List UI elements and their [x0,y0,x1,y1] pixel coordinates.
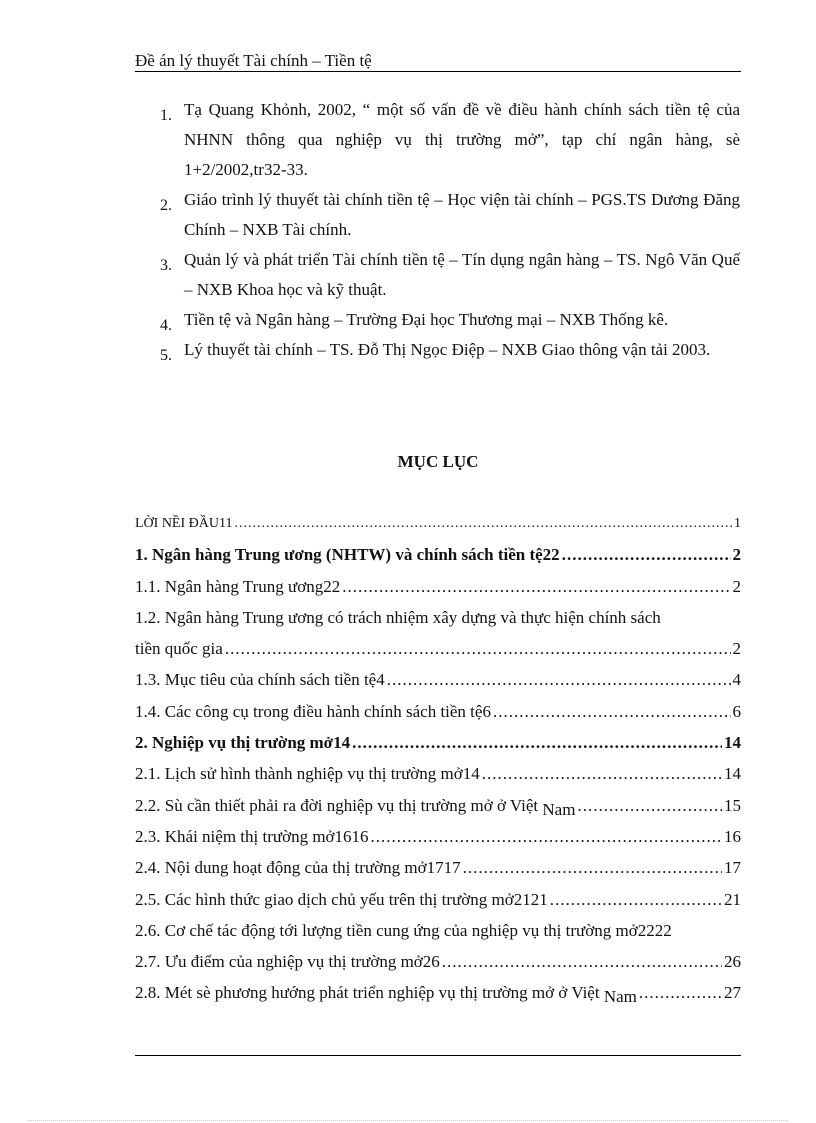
toc-entry[interactable]: 1.4. Các công cụ trong điều hành chính sách tiền tệ6 ..... 6 [135,696,741,727]
reference-item: 3. Quản lý và phát triển Tài chính tiền tệ – Tín dụng ngân hàng – TS. Ngô Văn Quế – NXB Khoa học và kỹ thuật. [160,250,740,299]
reference-list [160,95,740,365]
toc-entry[interactable]: 2.1. Lịch sử hình thành nghiệp vụ thị trường mở14 ..... 14 [135,758,741,789]
toc-title: MỤC LỤC [397,452,479,471]
toc-entry[interactable]: 1. Ngân hàng Trung ương (NHTW) và chính sách tiền tệ22 ..... 2 [135,539,741,570]
toc-entry[interactable]: 1.2. Ngân hàng Trung ương có trách nhiệm xây dựng và thực hiện chính sách tiền quốc gia ..... 2 [135,602,741,665]
running-header: Đề án lý thuyết Tài chính – Tiền tệ [135,51,372,70]
footer-rule [135,1055,741,1056]
toc-entry[interactable]: 2.3. Khái niệm thị trường mở1616 ..... 16 [135,821,741,852]
reference-item: 4. Tiền tệ và Ngân hàng – Trường Đại học Thương mại – NXB Thống kê. [160,310,669,334]
reference-item: 2. Giáo trình lý thuyết tài chính tiền tệ – Học viện tài chính – PGS.TS Dương Đăng Chính – NXB Tài chính. [160,190,740,239]
reference-item: 1. Tạ Quang Khỏnh, 2002, “ một số vấn đề về điều hành chính sách tiền tệ của NHNN thông qua nghiệp vụ thị trường mở”, tạp chí ngân hàng, sè 1+2/2002,tr32-33. [160,100,740,179]
page-edge [28,1120,788,1121]
header-rule [135,71,741,72]
toc-entry[interactable]: 2. Nghiệp vụ thị trường mở14 ..... 14 [135,727,741,758]
toc-entry[interactable]: 2.6. Cơ chế tác động tới lượng tiền cung ứng của nghiệp vụ thị trường mở2222 [135,920,672,940]
toc-entry[interactable]: 1.3. Mục tiêu của chính sách tiền tệ4 ..... 4 [135,664,741,695]
toc-entry[interactable]: 2.7. Ưu điểm của nghiệp vụ thị trường mở26 ..... 26 [135,946,741,977]
toc-entry[interactable]: 2.4. Nội dung hoạt động của thị trường mở1717 ..... 17 [135,852,741,883]
toc-entry[interactable]: LỜI NỀI ĐẦU11 ..... 1 [135,508,741,539]
toc-entry[interactable]: 2.5. Các hình thức giao dịch chủ yếu trên thị trường mở2121 ..... 21 [135,884,741,915]
table-of-contents [135,508,741,1009]
toc-entry[interactable]: 2.2. Sù cần thiết phải ra đời nghiệp vụ thị trường mở ở Việt Nam ..... 15 [135,790,741,821]
reference-item: 5. Lý thuyết tài chính – TS. Đỗ Thị Ngọc Điệp – NXB Giao thông vận tải 2003. [160,340,711,364]
toc-entry[interactable]: 1.1. Ngân hàng Trung ương22 ..... 2 [135,571,741,602]
toc-entry[interactable]: 2.8. Mét sè phương hướng phát triển nghiệp vụ thị trường mở ở Việt Nam ..... 27 [135,977,741,1008]
